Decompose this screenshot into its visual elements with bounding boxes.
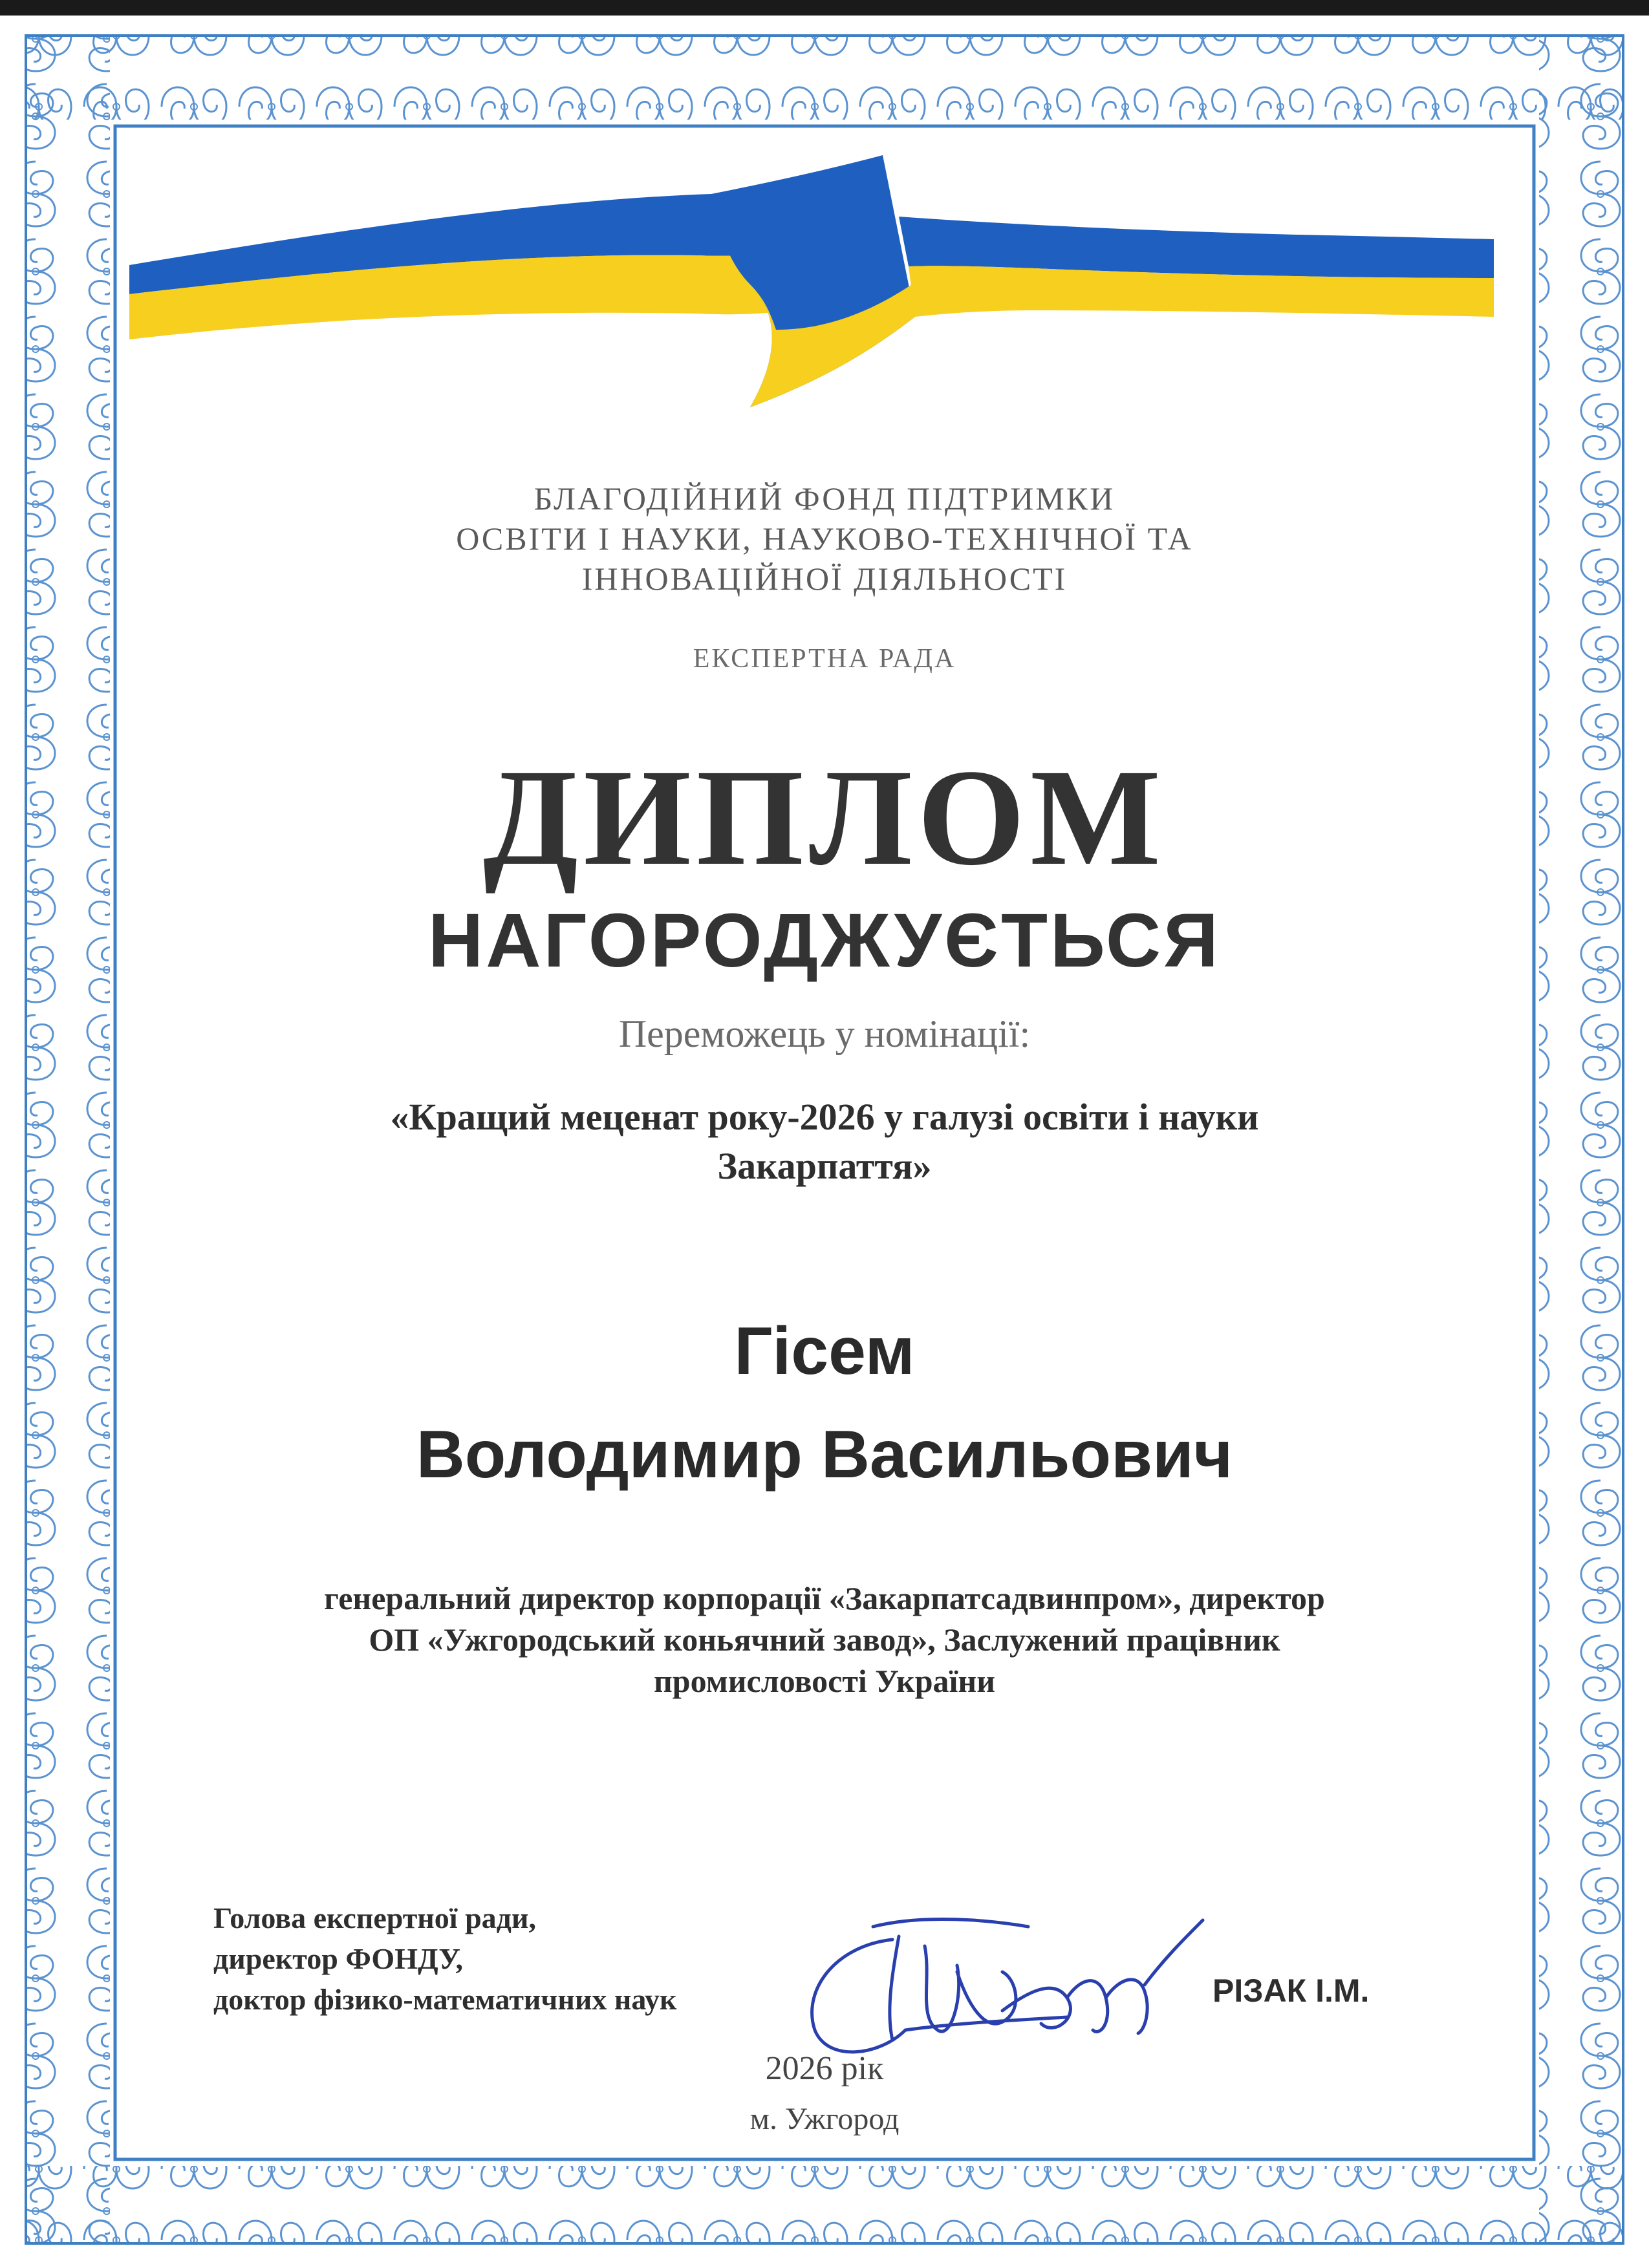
position-line-3: промисловості України — [653, 1663, 996, 1699]
expert-council-label: ЕКСПЕРТНА РАДА — [693, 644, 956, 674]
recipient-name — [0, 1300, 1649, 1506]
recipient-surname: Гісем — [734, 1314, 915, 1389]
diploma-title: ДИПЛОМ — [482, 741, 1167, 894]
recipient-position — [213, 1578, 1436, 1702]
organization-line-2: ОСВІТИ І НАУКИ, НАУКОВО-ТЕХНІЧНОЇ ТА — [456, 520, 1193, 557]
nomination-line-2: Закарпаття» — [717, 1145, 932, 1187]
flag-ribbon — [129, 155, 1500, 427]
nomination-title — [246, 1093, 1403, 1191]
position-line-2: ОП «Ужгородський коньячний завод», Заслужений працівник — [369, 1621, 1280, 1658]
signatory-line-1: Голова експертної ради, — [213, 1901, 536, 1934]
recipient-given-names: Володимир Васильович — [416, 1417, 1233, 1492]
organization-line-3: ІННОВАЦІЙНОЇ ДІЯЛЬНОСТІ — [581, 561, 1068, 597]
organization-name — [0, 478, 1649, 599]
issue-year: 2026 рік — [765, 2050, 884, 2087]
organization-line-1: БЛАГОДІЙНИЙ ФОНД ПІДТРИМКИ — [534, 480, 1116, 517]
awarded-heading: НАГОРОДЖУЄТЬСЯ — [428, 898, 1221, 983]
position-line-1: генеральний директор корпорації «Закарпатсадвинпром», директор — [324, 1580, 1325, 1616]
signatory-title — [213, 1898, 795, 2020]
signatory-name: РІЗАК І.М. — [1212, 1973, 1370, 2009]
issue-city: м. Ужгород — [749, 2102, 900, 2136]
handwritten-signature — [795, 1901, 1209, 2069]
winner-label: Переможець у номінації: — [618, 1012, 1031, 1055]
signatory-line-2: директор ФОНДУ, — [213, 1942, 463, 1975]
signatory-line-3: доктор фізико-математичних наук — [213, 1983, 677, 2016]
nomination-line-1: «Кращий меценат року-2026 у галузі освіти і науки — [390, 1096, 1259, 1138]
